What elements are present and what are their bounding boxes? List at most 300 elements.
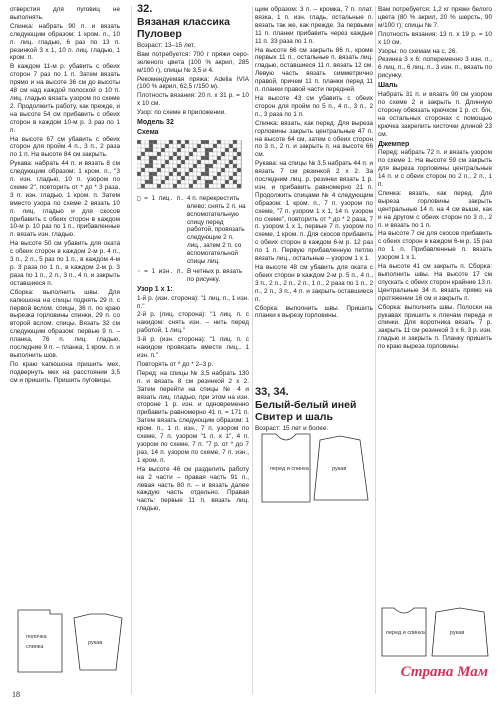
chart-cell [221,160,225,164]
chart-cell [193,184,197,188]
chart-cell [209,172,213,176]
chart-cell [145,168,149,172]
pattern-subheading: Узор 1 х 1: [137,285,173,293]
chart-cell [221,156,225,160]
chart-cell [169,160,173,164]
chart-cell [173,156,177,160]
chart-cell [149,168,153,172]
chart-cell [165,180,169,184]
chart-cell [217,160,221,164]
chart-cell [165,152,169,156]
chart-cell [185,152,189,156]
chart-cell [161,180,165,184]
chart-cell [221,172,225,176]
chart-cell [201,168,205,172]
chart-cell [173,164,177,168]
legend-row [137,268,249,284]
chart-cell [181,160,185,164]
chart-cell [173,148,177,152]
chart-cell [197,172,201,176]
chart-cell [185,168,189,172]
col3-para: Сборка: выполнить швы. Пришить планки к вырезу горловины. [255,304,373,320]
chart-cell [149,160,153,164]
chart-cell [197,164,201,168]
chart-cell [185,176,189,180]
chart-cell [189,172,193,176]
chart-cell [149,164,153,168]
column-2 [137,3,249,514]
chart-cell [209,176,213,180]
chart-cell [225,172,229,176]
chart-cell [201,180,205,184]
chart-cell [205,176,209,180]
chart-cell [185,164,189,168]
chart-cell [201,148,205,152]
chart-cell [181,172,185,176]
chart-cell [197,152,201,156]
chart-cell [169,176,173,180]
chart-cell [149,144,153,148]
chart-cell [217,140,221,144]
chart-cell [205,156,209,160]
chart-cell [177,168,181,172]
chart-cell [177,144,181,148]
chart-cell [205,148,209,152]
column-1 [10,6,120,386]
chart-cell [189,160,193,164]
chart-cell [181,156,185,160]
chart-cell [181,184,185,188]
chart-cell [141,172,145,176]
chart-cell [161,144,165,148]
chart-cell [205,140,209,144]
chart-cell [165,176,169,180]
chart-cell [197,156,201,160]
chart-cell [237,148,241,152]
chart-cell [169,172,173,176]
chart-cell [169,164,173,168]
chart-cell [157,180,161,184]
chart-cell [181,164,185,168]
chart-cell [157,144,161,148]
chart-cell [213,176,217,180]
chart-cell [193,164,197,168]
chart-cell [137,168,141,172]
chart-cell [189,148,193,152]
chart-cell [169,168,173,172]
chart-cell [213,168,217,172]
chart-cell [193,156,197,160]
chart-cell [145,164,149,168]
watermark-logo: Страна Мам [400,664,488,680]
chart-cell [213,152,217,156]
chart-cell [169,180,173,184]
col3-para: Спинка: вязать, как перед. Для выреза горловины закрыть центральные 47 п. на высоте 64 см, затем с обеих сторон по 3 п., 2 п. и закрыть п. на высоте 66 см. [255,119,373,159]
col2-para: 1-й р. (изн. сторона): "1 лиц. п., 1 изн. п." [137,294,249,310]
chart-cell [189,180,193,184]
chart-cell [209,156,213,160]
chart-cell [185,140,189,144]
model-heading: Модель 32 [137,119,174,127]
column-divider [375,6,376,694]
chart-cell [173,152,177,156]
chart-cell [229,156,233,160]
chart-cell [197,144,201,148]
chart-cell [209,184,213,188]
chart-cell [181,168,185,172]
diagram-label: полочка [26,634,47,640]
chart-cell [145,184,149,188]
chart-cell [169,156,173,160]
chart-cell [145,160,149,164]
chart-cell [213,160,217,164]
col2-para: Возраст: 13–15 лет. [137,41,196,49]
chart-cell [193,168,197,172]
chart-cell [225,156,229,160]
legend-text: 4 п. перекрестить влево: снять 2 п. на вспомогательную спицу перед работой, провязать следующие 2 п. лиц., затем 2 п. со вспомогательной спицы лиц. [186,194,246,266]
chart-cell [141,148,145,152]
chart-cell [173,176,177,180]
col3-para: Рукава: на спицы № 3,5 набрать 44 п. и вязать 7 см резинкой 2 х 2. За последним лиц. р. резинки вязать 1 р. изн. и прибавить равномерно 21 п. Продолжить спицами № 4 следующим образом: 1 кром. п., 7 п. узором по схеме, "7 п. узором 1 х 1, 14 п. узором по схеме", повторить от * до * 2 раза, 7 п. узором 1 х 1, первые 7 п. узором по схеме, 1 кром. п. Для скосов прибавить с обеих сторон в каждом 6-м р. 12 раз по 1 п. Первую прибавленную петлю вязать лиц., остальные – узором 1 х 1. [255,160,373,263]
chart-cell [165,144,169,148]
chart-cell [189,152,193,156]
chart-cell [213,180,217,184]
chart-cell [233,180,237,184]
chart-cell [149,184,153,188]
chart-cell [233,184,237,188]
chart-cell [205,152,209,156]
section-heading: Шаль [378,82,398,90]
col1-para: На высоте 67 см убавить с обеих сторон для пройм 4 п., 3 п., 2 раза по 1 п. На высоте 84 см закрыть. [10,135,120,159]
diagram-label: рукав [332,466,347,472]
col4-para: На высоте 41 см закрыть п. Сборка: выполнить швы. На высоте 17 см спускать с обеих сторон крайние 13 п. Центральные 34 п. вязать прямо на протяжении 16 см и закрыть п. [378,263,492,302]
chart-cell [157,184,161,188]
col1-para: На высоте 50 см убавить для оката с обеих сторон в каждом 2-м р. 4 п., 3 п., 2 п., 5 раз по 1 п., в каждом 4-м р. 3 раза по 1 п., в каждом 2-м р. 3 раза по 1 п., 2 п., 3 п., 4 п. и закрыть оставшиеся п. [10,240,120,287]
col4-para: Сборка: выполнить швы. Полоски на рукавах пришить к плечам переда и спинки. Для воротника вязать 7 р. закрыть 11 см резинкой 3 х 6, 3 р. изн. гладью и закрыть п. Планку пришить по краю выреза горловины. [378,303,492,351]
chart-cell [173,180,177,184]
chart-cell [197,168,201,172]
chart-cell [153,184,157,188]
chart-cell [229,168,233,172]
col2-para: 3-й р. (изн. сторона): "1 лиц. п. с накидом провязать вместе лиц., 1 изн. п." [137,336,249,359]
chart-cell [141,184,145,188]
col2-para: 2-й р. (лиц. сторона): "1 лиц. п. с накидом: снять изн. – нить перед работой, 1 лиц." [137,311,249,335]
chart-cell [213,140,217,144]
chart-cell [185,160,189,164]
col1-para: Сборка: выполнить швы. Для капюшона на спицы поднять 29 п. с первой вслом. спицы, 36 п. по краю вырезка горловины спинки, 29 п. со второй вслом. спицы. Вязать 32 см следующим образом: первые 9 п. – планка, 76 п. лиц. гладью, последние 9 п. – планка, 1 кром. п. и выполнить шов. [10,288,120,359]
chart-cell [233,152,237,156]
chart-cell [237,140,241,144]
chart-cell [205,164,209,168]
chart-cell [221,184,225,188]
chart-cell [169,140,173,144]
chart-cell [193,148,197,152]
chart-cell [229,144,233,148]
chart-cell [157,148,161,152]
chart-cell [161,168,165,172]
chart-cell [141,180,145,184]
chart-cell [221,148,225,152]
page-number: 18 [12,690,20,699]
chart-cell [201,184,205,188]
chart-cell [201,164,205,168]
scheme-heading: Схема [137,128,159,136]
col2-para: На высоте 46 см разделить работу на 2 части – правая часть 91 п., левая часть 80 п. – и вязать далее каждую часть отдельно. Правая часть: первые 11 п. вязать лиц. гладью, [137,465,249,513]
diagram-label: рукав [88,640,103,646]
chart-cell [201,160,205,164]
col1-para: По краю капюшона пришить мех, подвернуть мех на расстоянии 3,5 см и пришить. Пришить пуговицы. [10,360,120,384]
chart-cell [149,152,153,156]
chart-cell [185,184,189,188]
chart-cell [229,164,233,168]
chart-cell [157,176,161,180]
chart-cell [157,168,161,172]
chart-cell [205,168,209,172]
chart-cell [189,176,193,180]
chart-cell [137,180,141,184]
chart-cell [141,176,145,180]
chart-cell [177,156,181,160]
chart-cell [233,164,237,168]
chart-cell [201,172,205,176]
chart-cell [229,184,233,188]
chart-cell [221,144,225,148]
legend-symbol: ◦ = 1 изн. п. [137,267,184,275]
chart-cell [137,152,141,156]
chart-cell [229,176,233,180]
chart-cell [137,140,141,144]
chart-cell [153,180,157,184]
chart-cell [153,144,157,148]
chart-cell [173,140,177,144]
chart-cell [145,152,149,156]
chart-cell [153,152,157,156]
chart-cell [209,152,213,156]
chart-cell [221,152,225,156]
chart-cell [237,168,241,172]
col3-para: щим образом: 3 п. – кромка, 7 п. плат. вязка, 1 п. изн. гладь, остальные п. вязать так же, как прежде. За первыми 11 п. планки прибавить через каждые 11 п. 33 раза по 1 п. [255,6,373,45]
schematic-diagram-3 [378,604,492,660]
chart-cell [197,176,201,180]
chart-cell [209,180,213,184]
chart-cell [157,164,161,168]
chart-cell [201,176,205,180]
chart-cell [145,140,149,144]
chart-cell [229,180,233,184]
chart-cell [225,152,229,156]
chart-cell [233,144,237,148]
chart-cell [217,152,221,156]
chart-cell [209,148,213,152]
chart-cell [221,164,225,168]
chart-cell [189,156,193,160]
chart-cell [237,164,241,168]
chart-cell [161,164,165,168]
column-divider [131,6,132,694]
col2-para: Вам потребуется: 700 г пряжи серо-зеленого цвета (100 % акрил, 285 м/100 г), спицы № 3,5 и 4. [137,50,249,74]
chart-cell [185,180,189,184]
col1-para: Рукава: набрать 44 п. и вязать 8 см следующим образом: 1 кром. п., "3 п. изн. гладью, 10 п. узором по схеме 2", повторить от * до * 3 раза, 3 п. изн. гладью, 1 кром. п. Затем вместо узора по схеме 2 вязать 10 п. лиц. гладью и для скосов прибавить с обеих сторон в каждом 10-м р. 10 раз по 1 п., прибавленные п. вязать изн. гладью. [10,160,120,239]
chart-cell [217,164,221,168]
chart-cell [217,184,221,188]
chart-cell [229,172,233,176]
chart-cell [237,184,241,188]
column-4 [378,6,492,352]
chart-cell [137,164,141,168]
col4-para: Спинка: вязать, как перед. Для выреза горловины закрыть центральные 14 п. на 4 см выше, как и на другом с обеих сторон по 3 п., 2 п. и вязать по 1 п. [378,189,492,229]
chart-cell [201,152,205,156]
chart-cell [189,184,193,188]
chart-cell [229,148,233,152]
chart-cell [229,140,233,144]
chart-cell [177,164,181,168]
chart-cell [181,140,185,144]
chart-cell [217,176,221,180]
col3-age: Возраст: 15 лет и более. [255,425,329,433]
chart-cell [153,176,157,180]
chart-cell [193,152,197,156]
col2-para: Перед: на спицы № 3,5 набрать 130 п. и вязать 8 см резинкой 2 х 2. Затем перейти на спицы № 4 и вязать лиц. гладью, при этом на изн. стороне 1 р. изн. и одновременно прибавить равномерно 41 п. = 171 п. Затем вязать следующим образом: 1 кром. п., 1 п. изн., 7 п. узором по схеме, 7 п. узором "1 п. х 1", 4 п. узором по схеме, 7 п. "7 р. от * до 7 раз, 14 п. узором по схеме, 7 п. изн., 1 кром. п. [137,369,249,464]
chart-cell [165,172,169,176]
col4-para: Резинка 3 х 6: попеременно 3 изн. п., 6 лиц. п., 6 лиц. п., 3 изн. п., вязать по рисунку. [378,56,492,80]
chart-cell [221,180,225,184]
chart-cell [225,184,229,188]
chart-cell [181,152,185,156]
legend-text: В четных р. вязать по рисунку. [186,267,243,283]
chart-cell [209,164,213,168]
chart-cell [165,184,169,188]
chart-cell [217,144,221,148]
chart-cell [193,180,197,184]
col4-para: Набрать 31 п. и вязать 90 см узором по схеме 2 и закрыть п. Длинную сторону обвязать крючком 1 р. ст. б/н, на остальных сторонах с помощью крючка закрепить кисточки длиной 23 см. [378,91,492,138]
col3-para: На высоте 43 см убавить с обеих сторон для пройм по 5 п., 4 п., 3 п., 2 п., 3 раза по 1 п. [255,94,373,118]
chart-cell [161,148,165,152]
chart-cell [213,184,217,188]
chart-cell [177,184,181,188]
chart-cell [153,164,157,168]
stitch-chart [137,140,249,193]
schematic-diagram-svg [10,604,128,678]
stitch-chart-grid [137,140,249,190]
chart-cell [149,176,153,180]
chart-cell [213,164,217,168]
chart-cell [137,144,141,148]
column-3 [255,6,373,434]
chart-cell [157,152,161,156]
chart-cell [161,160,165,164]
section-heading: Джемпер [378,140,410,148]
chart-cell [201,144,205,148]
chart-cell [137,156,141,160]
chart-cell [149,156,153,160]
diagram-label: перед и спинка [386,630,425,636]
chart-cell [153,140,157,144]
chart-cell [217,156,221,160]
col1-para: отверстия для пуговиц не выполнять. [10,6,120,21]
chart-cell [237,176,241,180]
chart-cell [197,180,201,184]
chart-cell [149,180,153,184]
col4-para: На высоте 7 см для скосов прибавить с обеих сторон в каждом 6-м р. 15 раз по 1 п. Прибавленные п. вязать узором 1 х 1. [378,230,492,262]
schematic-diagram-svg [256,430,374,506]
chart-cell [141,144,145,148]
chart-cell [233,148,237,152]
chart-cell [233,140,237,144]
chart-cell [193,160,197,164]
chart-cell [165,148,169,152]
chart-cell [137,184,141,188]
pattern-title: Вязаная классика Пуловер [137,15,230,40]
chart-cell [181,176,185,180]
chart-cell [137,160,141,164]
chart-cell [137,176,141,180]
chart-cell [237,144,241,148]
chart-cell [169,184,173,188]
col2-para: Узор: по схеме в приложении. [137,109,226,117]
chart-cell [177,176,181,180]
col2-para: Повторять от * до * 2–3 р. [137,360,214,368]
chart-cell [225,144,229,148]
chart-cell [221,140,225,144]
chart-cell [193,172,197,176]
chart-cell [189,164,193,168]
chart-cell [213,148,217,152]
pattern-number: 32. [137,3,153,15]
chart-cell [145,180,149,184]
chart-cell [169,144,173,148]
chart-cell [161,140,165,144]
chart-cell [137,172,141,176]
chart-cell [205,180,209,184]
chart-cell [161,152,165,156]
chart-cell [177,148,181,152]
chart-cell [205,160,209,164]
chart-cell [141,140,145,144]
chart-cell [157,140,161,144]
chart-cell [149,148,153,152]
col4-para: Плотность вязания: 13 п. х 19 р. = 10 х 10 см. [378,30,492,46]
chart-cell [161,184,165,188]
chart-cell [153,156,157,160]
chart-cell [173,172,177,176]
chart-cell [201,156,205,160]
chart-cell [173,160,177,164]
chart-cell [185,172,189,176]
chart-cell [209,144,213,148]
pattern-number: 33, 34. [255,386,289,399]
chart-cell [165,156,169,160]
chart-cell [141,156,145,160]
chart-cell [201,140,205,144]
col4-para: Перед: набрать 72 п. и вязать узором по схеме 1. На высоте 59 см закрыть для выреза горловины центральные 14 п. и с обеих сторон по 2 п., 2 п., 1 п. [378,149,492,189]
col1-para: Спинка: набрать 90 п. и вязать следующим образом: 1 кром. п., 10 п. лиц. гладью, 6 раз по 13 п. резинкой 3 х 1, 10 п. лиц. гладью, 1 кром. п. [10,22,120,62]
chart-cell [217,180,221,184]
chart-cell [213,172,217,176]
chart-cell [233,176,237,180]
chart-cell [193,140,197,144]
chart-cell [233,156,237,160]
chart-cell [145,176,149,180]
chart-cell [165,164,169,168]
chart-cell [213,156,217,160]
chart-cell [197,148,201,152]
chart-cell [237,152,241,156]
chart-cell [237,160,241,164]
chart-cell [173,144,177,148]
col2-para: Плотность вязания: 20 п. х 31 р. = 10 х 10 см. [137,92,249,108]
schematic-diagram-2 [256,430,374,506]
col4-para: Вам потребуется: 1,2 кг пряжи белого цвета (80 % акрил, 20 % шерсть, 90 м/100 г); спицы № 7. [378,6,492,29]
